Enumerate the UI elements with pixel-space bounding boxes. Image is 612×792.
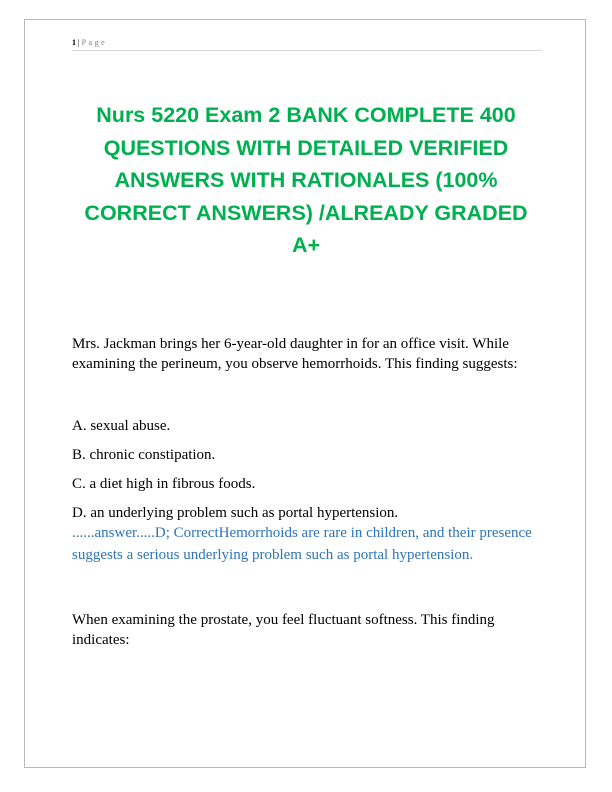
document-title: Nurs 5220 Exam 2 BANK COMPLETE 400 QUESTIONS WITH DETAILED VERIFIED ANSWERS WITH RATIONALES (100% CORRECT ANSWERS) /ALREADY GRADED A+	[84, 103, 528, 257]
question-2-stem: When examining the prostate, you feel fluctuant softness. This finding indicates:	[72, 612, 495, 648]
question-1-option-b: B. chronic constipation.	[72, 447, 216, 463]
page-header	[72, 37, 542, 51]
question-1-option-c: C. a diet high in fibrous foods.	[72, 476, 256, 492]
question-1-answer: ......answer.....D; CorrectHemorrhoids are rare in children, and their presence suggests a serious underlying problem such as portal hypertension.	[72, 525, 532, 563]
page-number: 1	[72, 38, 76, 47]
question-1-option-d: D. an underlying problem such as portal hypertension.	[72, 505, 399, 521]
document-body	[72, 335, 544, 650]
page-label: Page	[81, 38, 108, 47]
question-1-option-a: A. sexual abuse.	[72, 418, 171, 434]
header-separator: |	[78, 38, 80, 47]
question-1-stem: Mrs. Jackman brings her 6-year-old daughter in for an office visit. While examining the perineum, you observe hemorrhoids. This finding suggests:	[72, 336, 518, 372]
